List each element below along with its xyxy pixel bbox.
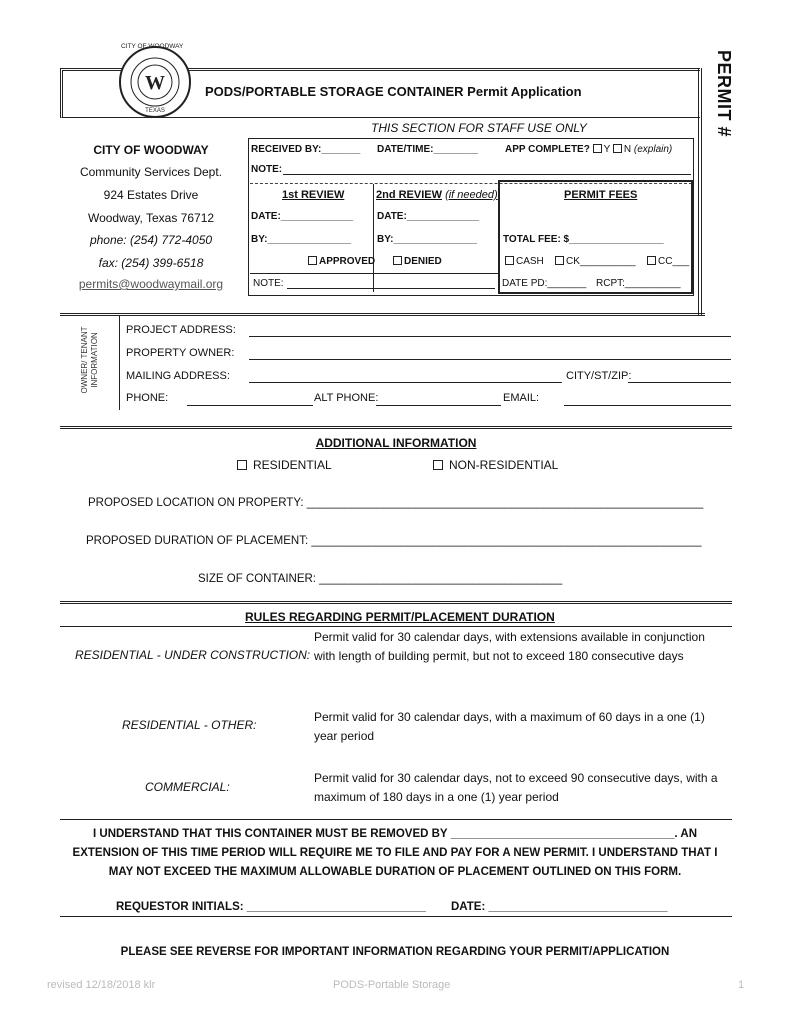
phone-input[interactable] [187,405,313,406]
city-seal [119,43,191,118]
seal-text-bottom: TEXAS [145,108,165,114]
rule-text: Permit valid for 30 calendar days, not to exceed 90 consecutive days, with a maximum of 180 days in a one (1) year period [314,771,718,804]
owner-side-label-line1: OWNER/ TENANT [80,326,89,394]
denied-option[interactable] [393,256,442,267]
denied-checkbox[interactable] [393,256,402,265]
no-label: N [623,144,632,155]
project-address-input[interactable] [249,336,731,337]
owner-top-rule [60,313,705,316]
rule-label: COMMERCIAL: [145,780,230,794]
city-st-zip-label: CITY/ST/ZIP: [566,370,632,382]
proposed-duration-field[interactable]: PROPOSED DURATION OF PLACEMENT: _____________________________________________________________ [86,535,702,547]
phone-number: phone: (254) 772-4050 [89,233,213,247]
rule-text: Permit valid for 30 calendar days, with extensions available in conjunction with length of building permit, but not to exceed 180 consecutive days [314,630,705,663]
permit-number-label: PERMIT # [714,50,734,138]
rule-label: RESIDENTIAL - UNDER CONSTRUCTION: [75,648,311,662]
permit-frame-right [698,68,702,316]
statement-top-rule [60,819,732,820]
city-st-zip-input[interactable] [628,382,731,383]
document-name: PODS-Portable Storage [333,979,451,991]
owner-side-label-line2: INFORMATION [90,332,99,388]
street-address: 924 Estates Drive [103,188,199,202]
non-residential-checkbox[interactable] [433,460,443,470]
alt-phone-input[interactable] [376,405,501,406]
non-residential-label: NON-RESIDENTIAL [449,458,559,472]
statement-date-field[interactable]: DATE: ____________________________ [451,901,668,913]
review2-date-field[interactable]: DATE:_____________ [377,211,480,222]
property-owner-input[interactable] [249,359,731,360]
mailing-address-input[interactable] [249,382,562,383]
date-time-field[interactable]: DATE/TIME:________ [377,144,478,155]
container-size-field[interactable]: SIZE OF CONTAINER: ______________________________________ [198,573,563,585]
check-label: CK__________ [566,256,636,267]
city-state-zip: Woodway, Texas 76712 [87,211,215,225]
requestor-initials-field[interactable]: REQUESTOR INITIALS: ____________________________ [116,901,426,913]
seal-icon [121,43,189,116]
city-name: CITY OF WOODWAY [93,143,209,157]
cash-option[interactable] [505,256,544,267]
reverse-notice: PLEASE SEE REVERSE FOR IMPORTANT INFORMATION REGARDING YOUR PERMIT/APPLICATION [120,946,670,958]
check-option[interactable] [555,256,636,267]
residential-checkbox[interactable] [237,460,247,470]
approved-option[interactable] [308,256,375,267]
review2-by-field[interactable]: BY:_______________ [377,234,477,245]
note2-divider [250,273,498,274]
app-complete-label: APP COMPLETE? [505,144,590,155]
cc-label: CC___ [658,256,690,267]
revised-note: revised 12/18/2018 klr [47,979,156,991]
email-link[interactable]: permits@woodwaymail.org [78,277,224,291]
rules-heading-rule [60,626,732,627]
note2-line[interactable] [287,288,495,289]
additional-top-rule [60,426,732,429]
note2-label: NOTE: [253,278,284,289]
note-line[interactable] [283,174,691,175]
if-needed-label: (if needed) [445,189,498,201]
cash-label: CASH [516,256,544,267]
cc-option[interactable] [647,256,689,267]
statement-line-2: EXTENSION OF THIS TIME PERIOD WILL REQUIRE ME TO FILE AND PAY FOR A NEW PERMIT. I UNDERSTAND THAT I [72,847,718,859]
additional-heading: ADDITIONAL INFORMATION [315,436,477,450]
yes-label: Y [603,144,611,155]
seal-text-top: CITY OF WOODWAY [121,43,184,50]
second-review-label: 2nd REVIEW [376,189,443,201]
note-label: NOTE: [251,164,283,175]
denied-label: DENIED [404,256,442,267]
email-input[interactable] [564,405,731,406]
phone-label: PHONE: [126,392,169,404]
staff-heading: THIS SECTION FOR STAFF USE ONLY [371,121,587,135]
second-review-header [376,189,498,201]
review1-date-field[interactable]: DATE:_____________ [251,211,354,222]
project-address-label: PROJECT ADDRESS: [126,324,236,336]
review1-by-field[interactable]: BY:_______________ [251,234,351,245]
permit-fees-label: PERMIT FEES [564,189,638,201]
app-complete-no-checkbox[interactable] [613,144,622,153]
statement-bottom-rule [60,916,732,917]
proposed-location-field[interactable]: PROPOSED LOCATION ON PROPERTY: ______________________________________________________________ [88,497,704,509]
property-owner-label: PROPERTY OWNER: [126,347,235,359]
rules-top-rule [60,601,732,604]
cc-checkbox[interactable] [647,256,656,265]
seal-letter: W [145,72,165,94]
rules-heading: RULES REGARDING PERMIT/PLACEMENT DURATION [245,610,555,624]
approved-label: APPROVED [319,256,376,267]
form-title: PODS/PORTABLE STORAGE CONTAINER Permit Application [205,84,582,99]
statement-line-1: I UNDERSTAND THAT THIS CONTAINER MUST BE REMOVED BY ___________________________________. AN [93,828,697,840]
app-complete-yes-checkbox[interactable] [593,144,602,153]
alt-phone-label: ALT PHONE: [314,392,379,404]
review-divider [373,184,374,292]
fax-number: fax: (254) 399-6518 [98,256,204,270]
app-complete-field[interactable] [505,144,672,155]
email-label: EMAIL: [503,392,540,404]
page-number: 1 [738,979,745,991]
receipt-field[interactable]: RCPT:__________ [596,278,681,289]
date-paid-field[interactable]: DATE PD:_______ [502,278,587,289]
residential-label: RESIDENTIAL [253,458,332,472]
statement-line-3: MAY NOT EXCEED THE MAXIMUM ALLOWABLE DURATION OF PLACEMENT OUTLINED ON THIS FORM. [108,866,682,878]
cash-checkbox[interactable] [505,256,514,265]
check-checkbox[interactable] [555,256,564,265]
rule-text: Permit valid for 30 calendar days, with a maximum of 60 days in a one (1) year period [314,710,705,743]
dept-name: Community Services Dept. [79,165,223,179]
residential-option[interactable] [237,458,332,472]
mailing-address-label: MAILING ADDRESS: [126,370,230,382]
approved-checkbox[interactable] [308,256,317,265]
explain-label: (explain) [633,144,673,155]
received-by-field[interactable]: RECEIVED BY:_______ [251,144,361,155]
rule-label: RESIDENTIAL - OTHER: [122,718,257,732]
total-fee-field[interactable]: TOTAL FEE: $_________________ [503,234,664,245]
first-review-label: 1st REVIEW [282,189,345,201]
non-residential-option[interactable] [433,458,558,472]
owner-side-label [80,320,100,400]
